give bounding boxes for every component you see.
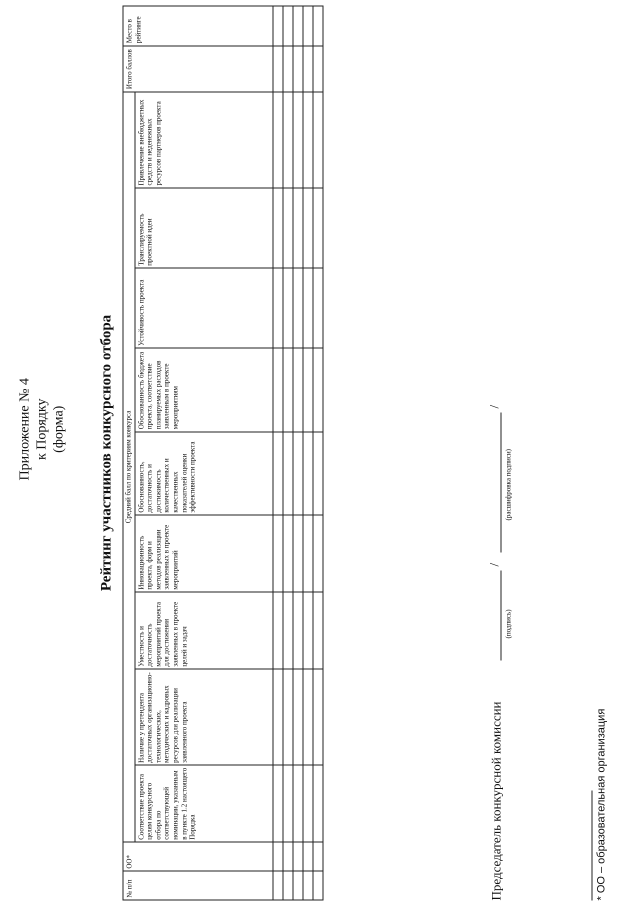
- table-header-row-criteria: [134, 6, 272, 900]
- rating-table: [122, 5, 323, 900]
- table-row: [292, 6, 302, 900]
- header-criterion-indicators: Обоснованность, достаточность и достижимость количественных и качественных показателей оценки эффективности проекта: [134, 431, 272, 514]
- table-cell: [282, 45, 292, 91]
- table-cell: [302, 188, 312, 268]
- table-cell: [282, 842, 292, 871]
- decipher-separator: /: [486, 404, 501, 408]
- table-cell: [292, 592, 302, 669]
- table-cell: [282, 592, 292, 669]
- header-criterion-sustainability: Устойчивость проекта: [134, 268, 272, 348]
- signature-line: [500, 570, 501, 660]
- table-cell: [312, 765, 322, 842]
- header-organization: ОО*: [123, 842, 273, 871]
- page-title: Рейтинг участников конкурсного отбора: [98, 314, 114, 591]
- header-number: № п/п: [123, 871, 273, 900]
- table-cell: [272, 669, 282, 765]
- table-cell: [292, 871, 302, 900]
- table-cell: [312, 592, 322, 669]
- table-cell: [302, 515, 312, 592]
- table-cell: [302, 669, 312, 765]
- header-criterion-goals: Соответствие проекта целям конкурсного отбора по соответствующей номинации, указанным в пункте 1.2 настоящего Порядка: [134, 765, 272, 842]
- table-cell: [302, 431, 312, 514]
- table-cell: [272, 188, 282, 268]
- table-cell: [282, 431, 292, 514]
- rating-table-body: [272, 6, 322, 900]
- table-cell: [312, 669, 322, 765]
- table-row: [312, 6, 322, 900]
- table-cell: [292, 431, 302, 514]
- header-rank: Место в рейтинге: [123, 6, 273, 46]
- table-cell: [312, 842, 322, 871]
- decipher-line: [500, 412, 501, 552]
- table-row: [302, 6, 312, 900]
- table-row: [272, 6, 282, 900]
- table-cell: [312, 871, 322, 900]
- table-cell: [312, 515, 322, 592]
- table-cell: [272, 515, 282, 592]
- table-cell: [282, 268, 292, 348]
- header-criterion-activities: Уместность и достаточность мероприятий проекта для достижения заявленных в проекте целей и задач: [134, 592, 272, 669]
- footnote-divider: [591, 790, 592, 900]
- table-cell: [312, 431, 322, 514]
- table-cell: [292, 91, 302, 187]
- table-cell: [312, 91, 322, 187]
- header-criterion-budget: Обоснованность бюджета проекта, соответствие планируемых расходов заявленным в проекте мероприятиям: [134, 348, 272, 431]
- table-cell: [272, 842, 282, 871]
- table-cell: [302, 348, 312, 431]
- table-cell: [292, 6, 302, 46]
- table-cell: [312, 45, 322, 91]
- table-cell: [292, 45, 302, 91]
- table-cell: [272, 871, 282, 900]
- table-cell: [272, 45, 282, 91]
- table-cell: [282, 348, 292, 431]
- table-cell: [282, 515, 292, 592]
- chair-signature-block: [488, 5, 528, 900]
- table-cell: [282, 871, 292, 900]
- table-cell: [302, 45, 312, 91]
- table-cell: [272, 765, 282, 842]
- header-criterion-extra-funding: Привлечение внебюджетных средств и неденежных ресурсов партнеров проекта: [134, 91, 272, 187]
- appendix-number: Приложение № 4: [17, 377, 32, 480]
- appendix-form-note: (форма): [51, 405, 66, 453]
- signature-separator: /: [486, 562, 501, 566]
- appendix-header: [16, 378, 67, 481]
- table-cell: [312, 348, 322, 431]
- table-cell: [302, 871, 312, 900]
- table-cell: [282, 91, 292, 187]
- header-criteria-group: Средний балл по критериям конкурса: [123, 91, 135, 842]
- table-cell: [302, 268, 312, 348]
- table-cell: [292, 515, 302, 592]
- table-header-row-group: [123, 6, 135, 900]
- table-cell: [282, 188, 292, 268]
- table-cell: [302, 592, 312, 669]
- table-cell: [282, 765, 292, 842]
- table-cell: [292, 348, 302, 431]
- table-cell: [272, 268, 282, 348]
- header-total-score: Итого баллов: [123, 45, 273, 91]
- appendix-reference: к Порядку: [34, 397, 49, 460]
- table-cell: [302, 842, 312, 871]
- table-cell: [312, 188, 322, 268]
- chair-label: Председатель конкурсной комиссии: [488, 700, 503, 900]
- header-criterion-transferability: Транслируемость проектной идеи: [134, 188, 272, 268]
- table-cell: [302, 91, 312, 187]
- table-cell: [292, 188, 302, 268]
- table-cell: [272, 348, 282, 431]
- table-cell: [312, 268, 322, 348]
- table-cell: [312, 6, 322, 46]
- table-cell: [292, 669, 302, 765]
- table-cell: [272, 431, 282, 514]
- table-cell: [272, 91, 282, 187]
- header-criterion-resources: Наличие у претендента достаточных организационно-технологических, методических и кадровых ресурсов для реализации заявленного проекта: [134, 669, 272, 765]
- table-cell: [292, 765, 302, 842]
- decipher-caption: (расшифровка подписи): [504, 448, 512, 520]
- table-row: [282, 6, 292, 900]
- header-criterion-innovation: Инновационность проекта, форм и методов реализации заявленных в проекте мероприятий: [134, 515, 272, 592]
- table-cell: [292, 842, 302, 871]
- footnote: * ОО – образовательная организация: [595, 708, 607, 900]
- table-cell: [272, 6, 282, 46]
- table-cell: [292, 268, 302, 348]
- rotated-form-page: [10, 5, 630, 900]
- table-cell: [282, 6, 292, 46]
- table-cell: [282, 669, 292, 765]
- table-cell: [302, 765, 312, 842]
- table-cell: [272, 592, 282, 669]
- table-cell: [302, 6, 312, 46]
- signature-caption: (подпись): [504, 608, 512, 638]
